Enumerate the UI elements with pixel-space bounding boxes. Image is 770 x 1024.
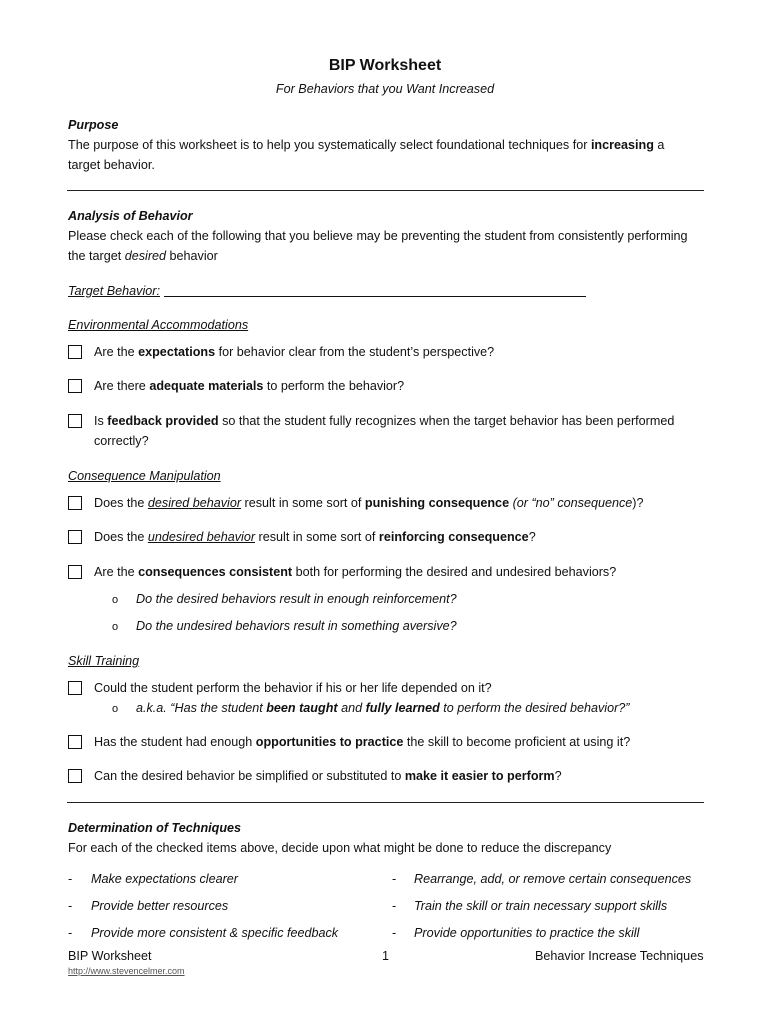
item-text-end: both for performing the desired and undesired behaviors? (292, 565, 617, 579)
checkbox[interactable] (68, 345, 82, 359)
item-bold: reinforcing consequence (378, 530, 529, 544)
item-text: Does the (94, 530, 148, 544)
item-bold: punishing consequence (364, 496, 510, 510)
checklist-item (94, 565, 616, 579)
item-text-end: the skill to become proficient at using it? (403, 735, 631, 749)
analysis-heading: Analysis of Behavior (68, 209, 193, 223)
item-underlined: undesired behavior (147, 530, 256, 544)
checklist-item (94, 345, 494, 359)
checkbox[interactable] (68, 530, 82, 544)
item-text: Are there (94, 379, 150, 393)
sub-bullet-text: Do the desired behaviors result in enough reinforcement? (136, 592, 457, 606)
analysis-text: the target (68, 249, 125, 263)
checkbox[interactable] (68, 414, 82, 428)
item-bold: adequate materials (149, 379, 264, 393)
footer-link[interactable]: http://www.stevencelmer.com (68, 966, 185, 976)
item-text-end: )? (632, 496, 644, 510)
item-underlined: desired behavior (147, 496, 242, 510)
purpose-text-end: a (653, 138, 665, 152)
purpose-line-2: target behavior. (68, 158, 155, 172)
sub-bullet-text: Do the undesired behaviors result in something aversive? (136, 619, 457, 633)
aka-bold-1: been taught (266, 701, 338, 715)
item-text: Does the (94, 496, 148, 510)
purpose-emphasis: increasing (590, 138, 654, 152)
checkbox[interactable] (68, 681, 82, 695)
item-text: Has the student had enough (94, 735, 256, 749)
checklist-item (94, 735, 630, 749)
dash-bullet: - (392, 926, 397, 940)
aka-post: to perform the desired behavior?” (439, 701, 630, 715)
divider (67, 802, 704, 803)
analysis-italic: desired (124, 249, 167, 263)
item-bold: consequences consistent (138, 565, 293, 579)
item-bold: make it easier to perform (404, 769, 555, 783)
technique-item: Rearrange, add, or remove certain consequences (414, 872, 692, 886)
aka-bold-2: fully learned (365, 701, 440, 715)
analysis-line-1: Please check each of the following that you believe may be preventing the student from consistently performing (68, 229, 688, 243)
checkbox[interactable] (68, 379, 82, 393)
target-behavior-label: Target Behavior: (68, 284, 160, 298)
item-text: result in some sort of (241, 496, 365, 510)
determination-line: For each of the checked items above, decide upon what might be done to reduce the discrepancy (68, 841, 612, 855)
item-bold: opportunities to practice (255, 735, 404, 749)
item-text-end: so that the student fully recognizes when the target behavior has been performed (218, 414, 675, 428)
technique-item: Provide opportunities to practice the skill (414, 926, 640, 940)
purpose-text: The purpose of this worksheet is to help you systematically select foundational techniques for (68, 138, 591, 152)
dash-bullet: - (392, 872, 397, 886)
dash-bullet: - (68, 872, 73, 886)
sub-bullet-icon: o (112, 621, 119, 633)
footer-right: Behavior Increase Techniques (535, 949, 704, 963)
item-text-end: for behavior clear from the student’s perspective? (215, 345, 495, 359)
footer-page-number: 1 (382, 949, 390, 963)
purpose-line-1 (68, 138, 664, 152)
checklist-item (94, 379, 404, 393)
technique-item: Train the skill or train necessary support skills (414, 899, 668, 913)
analysis-line-2 (68, 249, 218, 263)
checkbox[interactable] (68, 565, 82, 579)
dash-bullet: - (68, 926, 73, 940)
checklist-item (94, 769, 562, 783)
checklist-item: Could the student perform the behavior if his or her life depended on it? (94, 681, 492, 695)
checkbox[interactable] (68, 735, 82, 749)
page-title: BIP Worksheet (328, 57, 442, 74)
aka-mid: and (337, 701, 366, 715)
item-text: result in some sort of (255, 530, 379, 544)
item-text-end: ? (554, 769, 562, 783)
target-behavior-field[interactable] (164, 284, 586, 297)
dash-bullet: - (392, 899, 397, 913)
item-bold: expectations (138, 345, 216, 359)
item-italic: (or “no” consequence (512, 496, 633, 510)
item-text: Is (94, 414, 108, 428)
checklist-item-continuation: correctly? (94, 434, 149, 448)
technique-item: Make expectations clearer (91, 872, 238, 886)
sub-bullet-icon: o (112, 703, 119, 715)
checkbox[interactable] (68, 496, 82, 510)
dash-bullet: - (68, 899, 73, 913)
divider (67, 190, 704, 191)
checklist-item (94, 414, 674, 428)
target-behavior-row (68, 284, 586, 298)
consequence-heading: Consequence Manipulation (68, 469, 221, 483)
aka-pre: a.k.a. “Has the student (136, 701, 267, 715)
determination-heading: Determination of Techniques (68, 821, 242, 835)
footer-left: BIP Worksheet (68, 949, 152, 963)
item-text: Are the (94, 565, 139, 579)
technique-item: Provide better resources (91, 899, 229, 913)
aka-text (136, 701, 630, 715)
checkbox[interactable] (68, 769, 82, 783)
technique-item: Provide more consistent & specific feedback (91, 926, 339, 940)
item-text-end: to perform the behavior? (263, 379, 405, 393)
checklist-item (94, 530, 536, 544)
analysis-text-end: behavior (166, 249, 218, 263)
item-bold: feedback provided (107, 414, 219, 428)
purpose-heading: Purpose (68, 118, 119, 132)
skill-heading: Skill Training (68, 654, 140, 668)
item-text: Are the (94, 345, 139, 359)
checklist-item (94, 496, 644, 510)
item-text: Can the desired behavior be simplified or substituted to (94, 769, 405, 783)
page-subtitle: For Behaviors that you Want Increased (275, 82, 495, 96)
sub-bullet-icon: o (112, 594, 119, 606)
item-text-end: ? (528, 530, 536, 544)
environmental-heading: Environmental Accommodations (68, 318, 249, 332)
